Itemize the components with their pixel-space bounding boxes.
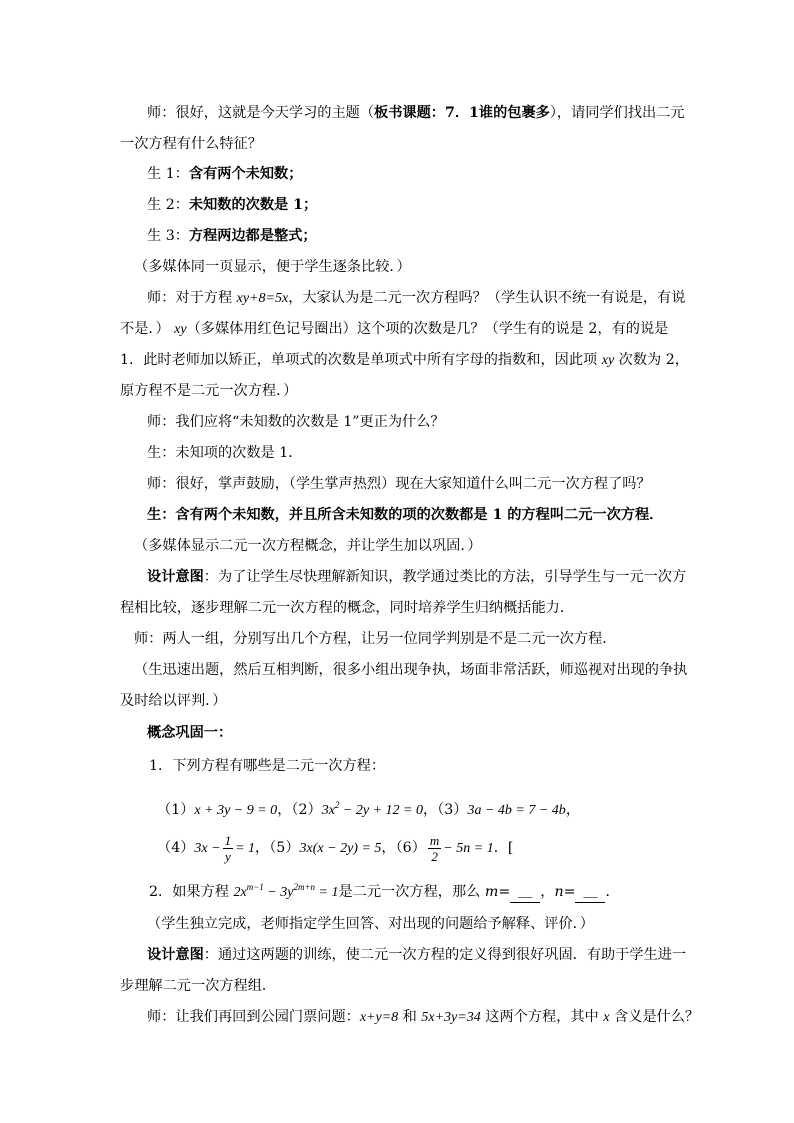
- equation: x+y=8: [359, 1010, 399, 1025]
- term: − 3y: [263, 885, 294, 900]
- variable-m: m: [484, 884, 499, 900]
- text: ，: [565, 802, 581, 818]
- label: ，（3）: [422, 802, 468, 818]
- numerator: m: [429, 833, 440, 849]
- speaker: 生 3：: [147, 228, 189, 244]
- question-1-equations-row2: [157, 830, 513, 867]
- term: 2x: [233, 885, 247, 900]
- label: ，（2）: [277, 802, 322, 818]
- answer: 方程两边都是整式；: [188, 228, 317, 244]
- design-intent-2: [147, 945, 686, 965]
- text: 次数为 2，: [614, 352, 689, 368]
- equation-4: [194, 833, 256, 865]
- exponent: m−1: [246, 882, 264, 892]
- equation-6: [426, 833, 494, 865]
- label: ，（5）: [255, 840, 300, 856]
- text: 和: [398, 1009, 422, 1025]
- teacher-instruction: 师：两人一组，分别写出几个方程，让另一位同学判别是不是二元一次方程．: [134, 631, 617, 647]
- term: = 1: [235, 841, 256, 856]
- paragraph-line: 原方程不是二元一次方程．）: [120, 383, 298, 399]
- exponent: 2m+n: [293, 882, 316, 892]
- multimedia-note: （多媒体同一页显示，便于学生逐条比较．）: [134, 259, 411, 275]
- multimedia-note: （多媒体显示二元一次方程概念，并让学生加以巩固．）: [134, 538, 482, 554]
- text: 2．如果方程: [149, 884, 234, 900]
- text: ．: [605, 884, 620, 900]
- text: 师：让我们再回到公园门票问题：: [147, 1009, 360, 1025]
- paragraph-line: 步理解二元一次方程组．: [120, 978, 277, 994]
- answer: 未知数的次数是 1；: [188, 197, 318, 213]
- text: 不是．）: [120, 321, 175, 337]
- text: ．[: [493, 840, 514, 856]
- paragraph-line: 及时给以评判．）: [120, 693, 227, 709]
- design-intent-1: [147, 567, 686, 587]
- fraction: [223, 833, 234, 864]
- fraction: [428, 833, 441, 864]
- denominator: y: [224, 849, 231, 865]
- term: − 2y + 12 = 0: [339, 803, 423, 818]
- student-answer: 生：未知项的次数是 1．: [147, 445, 303, 461]
- equation-1: x + 3y − 9 = 0: [194, 803, 278, 818]
- equation-3: 3a − 4b = 7 − 4b: [467, 803, 566, 818]
- question-1-equations-row1: [157, 795, 580, 821]
- numerator: 1: [224, 833, 232, 849]
- denominator: 2: [431, 849, 438, 865]
- question-2: [149, 877, 620, 903]
- text: 含义是什么？: [609, 1009, 700, 1025]
- text: （多媒体用红色记号圈出）这个项的次数是几？（学生有的说是 2，有的说是: [186, 321, 669, 337]
- term: − 5n = 1: [443, 841, 494, 856]
- answer-blank-n[interactable]: ＿: [575, 882, 605, 903]
- term: xy: [601, 353, 615, 368]
- paragraph-line: [120, 350, 689, 371]
- paragraph-line: [120, 319, 668, 340]
- paragraph-xy-question: [147, 288, 685, 309]
- definition-answer: 生：含有两个未知数，并且所含未知数的项的次数都是 1 的方程叫二元一次方程．: [147, 507, 664, 523]
- design-label: 设计意图: [147, 569, 204, 585]
- equation-5: 3x(x − 2y) = 5: [299, 841, 382, 856]
- paragraph-teacher-topic: [147, 103, 685, 123]
- text: ：为了让学生尽快理解新知识，教学通过类比的方法，引导学生与一元一次方: [203, 569, 687, 585]
- text: 师：很好，这就是今天学习的主题（: [147, 105, 375, 121]
- section-title: 概念巩固一：: [147, 725, 233, 741]
- equation: 5x+3y=34: [421, 1010, 481, 1025]
- speaker: 生 1：: [147, 166, 189, 182]
- term: xy: [174, 322, 187, 337]
- classroom-note: （生迅速出题，然后互相判断，很多小组出现争执，场面非常活跃，师巡视对出现的争执: [134, 662, 688, 678]
- teacher-question: 师：我们应将“未知数的次数是 1”更正为什么？: [147, 414, 445, 430]
- design-label: 设计意图: [147, 947, 204, 963]
- text: 师：对于方程: [147, 290, 237, 306]
- answer-blank-m[interactable]: ＿: [510, 882, 540, 903]
- board-topic: 板书课题：7．1谁的包裹多: [374, 105, 550, 121]
- text: ），请同学们找出二元: [549, 105, 685, 121]
- text: 是二元一次方程，那么: [338, 884, 485, 900]
- text: =: [563, 884, 576, 900]
- teacher-question: 师：很好，掌声鼓励，（学生掌声热烈）现在大家知道什么叫二元一次方程了吗？: [147, 476, 651, 492]
- term: 3x −: [194, 841, 221, 856]
- label: （1）: [157, 802, 195, 818]
- question-1-intro: 1．下列方程有哪些是二元一次方程：: [149, 758, 386, 774]
- text: =: [498, 884, 511, 900]
- variable-n: n: [554, 884, 564, 900]
- equation: xy+8=5x: [236, 291, 289, 306]
- paragraph-line: 程相比较，逐步理解二元一次方程的概念，同时培养学生归纳概括能力．: [120, 600, 575, 616]
- text: ，大家认为是二元一次方程吗？（学生认识不统一有说是，有说: [288, 290, 686, 306]
- speaker: 生 2：: [147, 197, 189, 213]
- student1-answer: [147, 164, 302, 184]
- equation-2: [321, 800, 423, 818]
- paragraph-line: 一次方程有什么特征？: [120, 136, 262, 152]
- student2-answer: [147, 195, 317, 215]
- variable: x: [603, 1010, 610, 1025]
- classroom-note: （学生独立完成，老师指定学生回答、对出现的问题给予解释、评价．）: [147, 916, 594, 932]
- teacher-ticket-question: [147, 1007, 699, 1028]
- term: 3x: [321, 803, 335, 818]
- term: = 1: [315, 885, 339, 900]
- text: 这两个方程，其中: [480, 1009, 604, 1025]
- answer: 含有两个未知数；: [188, 166, 303, 182]
- text: 1．此时老师加以矫正，单项式的次数是单项式中所有字母的指数和，因此项: [120, 352, 602, 368]
- equation: [233, 882, 339, 900]
- text: ：通过这两题的训练，使二元一次方程的定义得到很好巩固．有助于学生进一: [203, 947, 687, 963]
- label: ，（6）: [381, 840, 426, 856]
- student3-answer: [147, 226, 317, 246]
- text: ，: [540, 884, 555, 900]
- label: （4）: [157, 840, 195, 856]
- exponent: 2: [334, 800, 340, 810]
